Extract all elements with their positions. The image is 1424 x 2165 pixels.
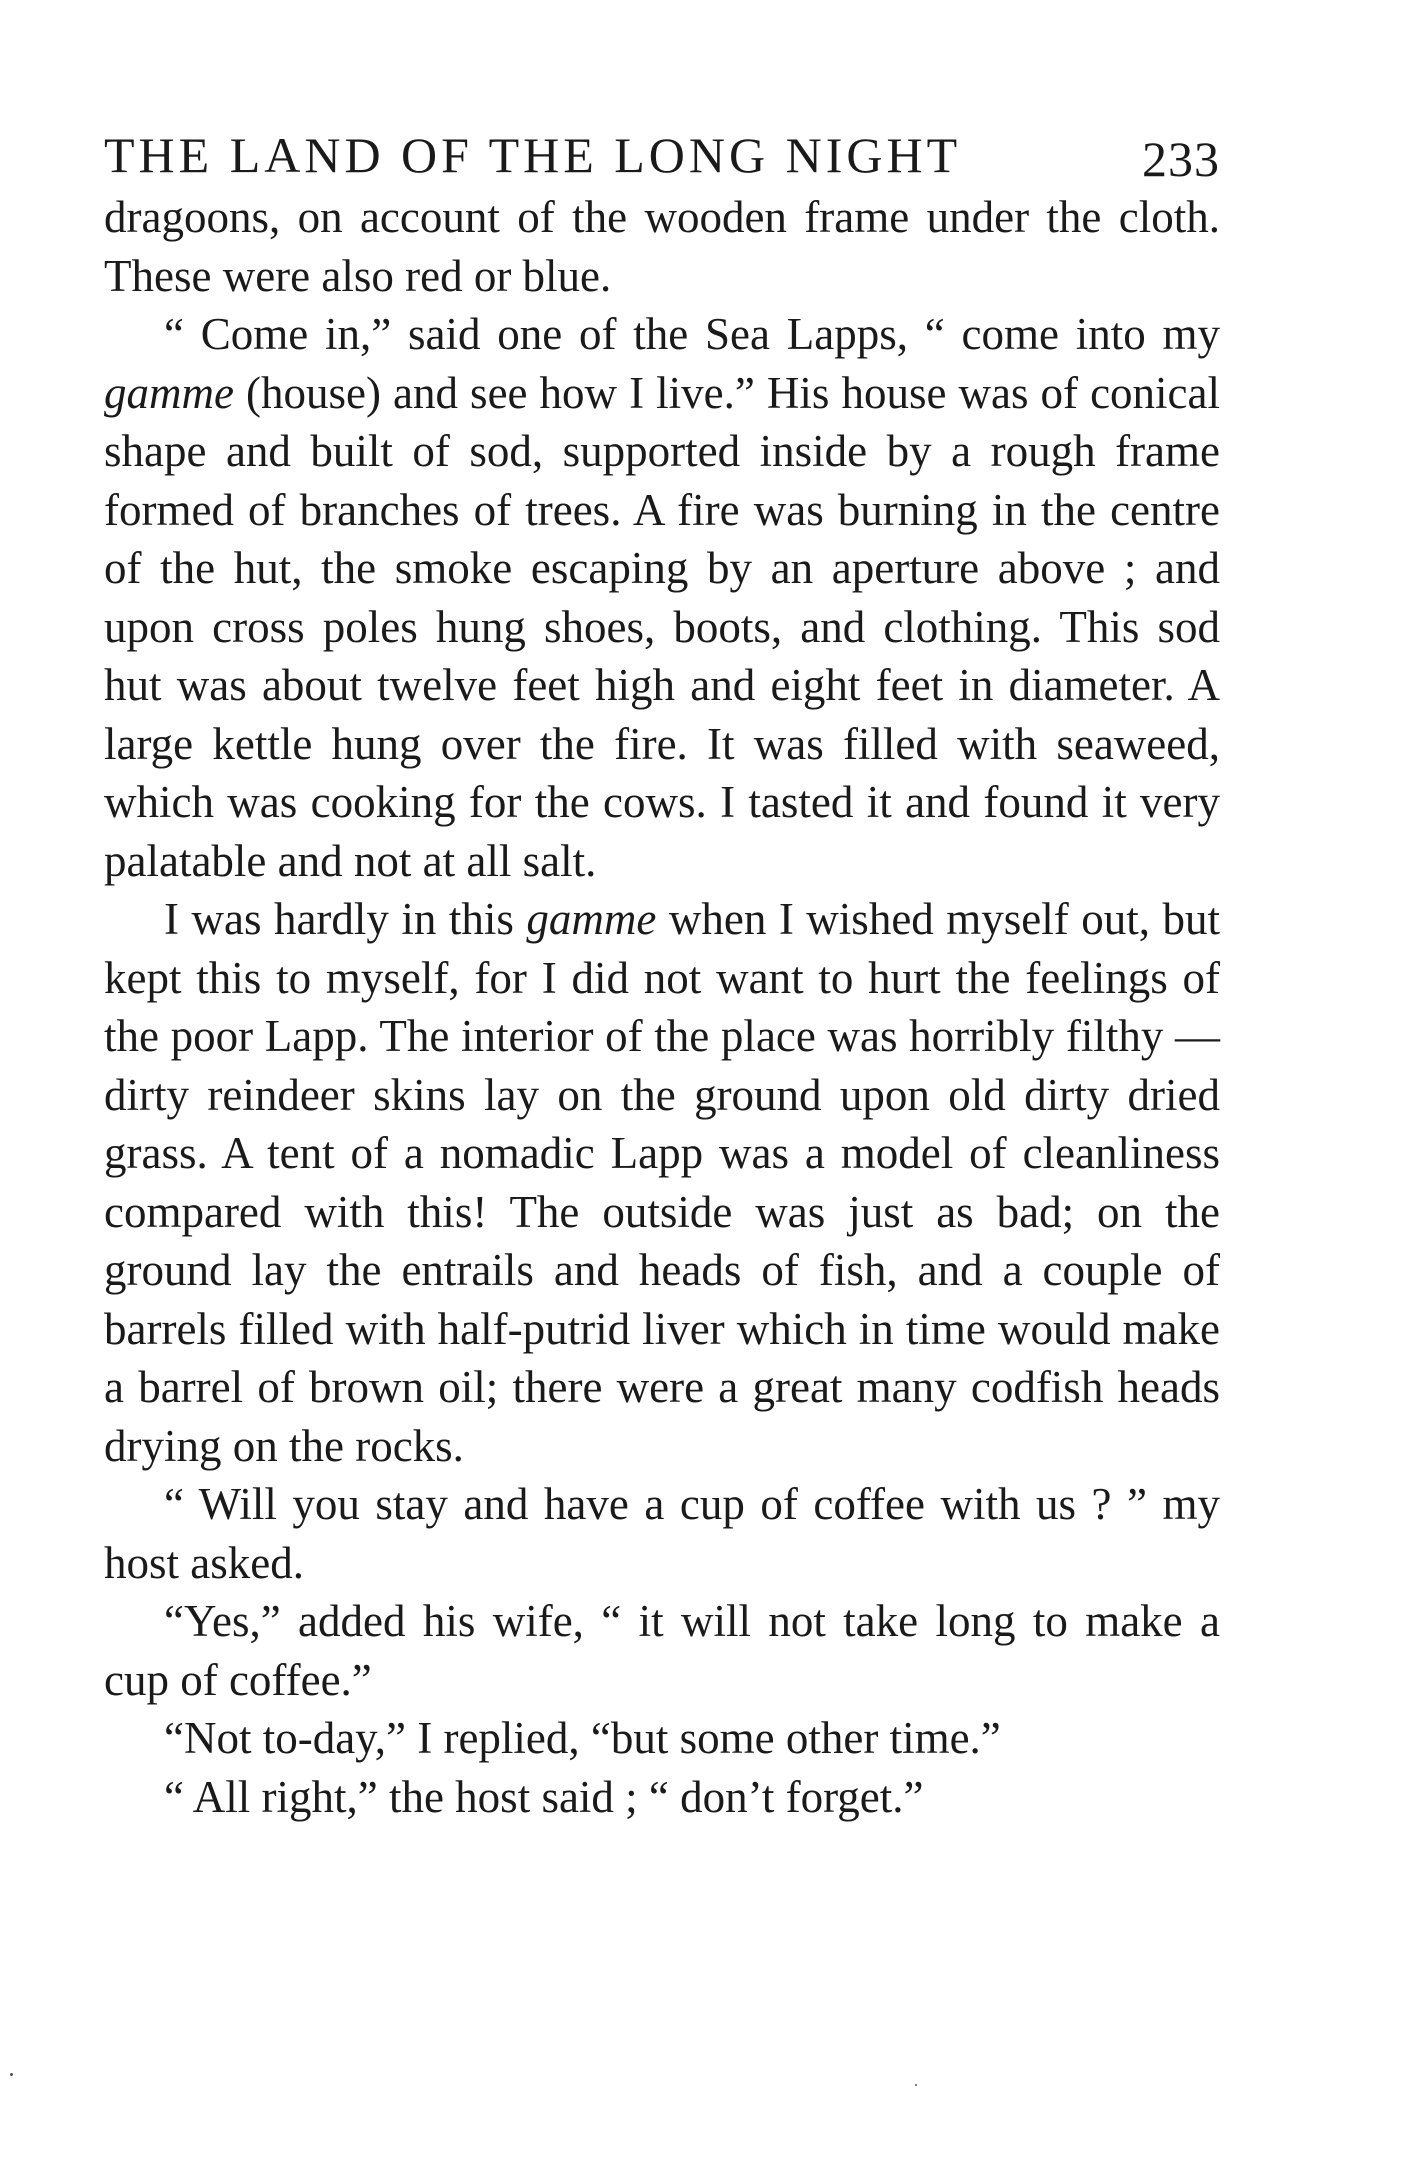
gamme-term: gamme — [526, 894, 657, 944]
gamme-term: gamme — [104, 367, 234, 418]
running-head — [104, 120, 1220, 190]
paragraph-4: “ Will you stay and have a cup of coffee with us ? ” my host asked. — [104, 1479, 1220, 1588]
book-page — [104, 120, 1220, 1826]
paragraph-3 — [104, 890, 1220, 1475]
paragraph-5: “Yes,” added his wife, “ it will not take long to make a cup of coffee.” — [104, 1596, 1220, 1705]
paragraph-2 — [104, 305, 1220, 890]
page-number: 233 — [1142, 131, 1220, 187]
paragraph-2-part-2: (house) and see how I live.” His house was of conical shape and built of sod, supported inside by a rough frame formed of branches of trees. A fire was burning in the centre of the hut, the smoke escaping by an aperture above ; and upon cross poles hung shoes, boots, and clothing. This sod hut was about twelve feet high and eight feet in diameter. A large kettle hung over the fire. It was filled with seaweed, which was cooking for the cows. I tasted it and found it very palatable and not at all salt. — [104, 367, 1220, 886]
paragraph-3-part-2: when I wished myself out, but kept this to myself, for I did not want to hurt the feelings of the poor Lapp. The interior of the place was horribly filthy — dirty reindeer skins lay on the ground upon old dirty dried grass. A tent of a nomadic Lapp was a model of cleanliness compared with this! The outside was just as bad; on the ground lay the entrails and heads of fish, and a couple of barrels filled with half-putrid liver which in time would make a barrel of brown oil; there were a great many codfish heads drying on the rocks. — [104, 894, 1220, 1471]
paper-speck — [10, 2073, 13, 2076]
paragraph-2-part-1: “ Come in,” said one of the Sea Lapps, “ come into my — [164, 309, 1220, 359]
paragraph-1: dragoons, on account of the wooden frame under the cloth. These were also red or blue. — [104, 192, 1220, 301]
paragraph-7: “ All right,” the host said ; “ don’t forget.” — [164, 1771, 924, 1822]
running-head-title: THE LAND OF THE LONG NIGHT — [104, 127, 962, 183]
paper-speck — [915, 2084, 917, 2086]
body-text — [104, 188, 1220, 1826]
paragraph-6: “Not to-day,” I replied, “but some other time.” — [164, 1713, 1001, 1763]
paragraph-3-part-1: I was hardly in this — [164, 894, 527, 944]
